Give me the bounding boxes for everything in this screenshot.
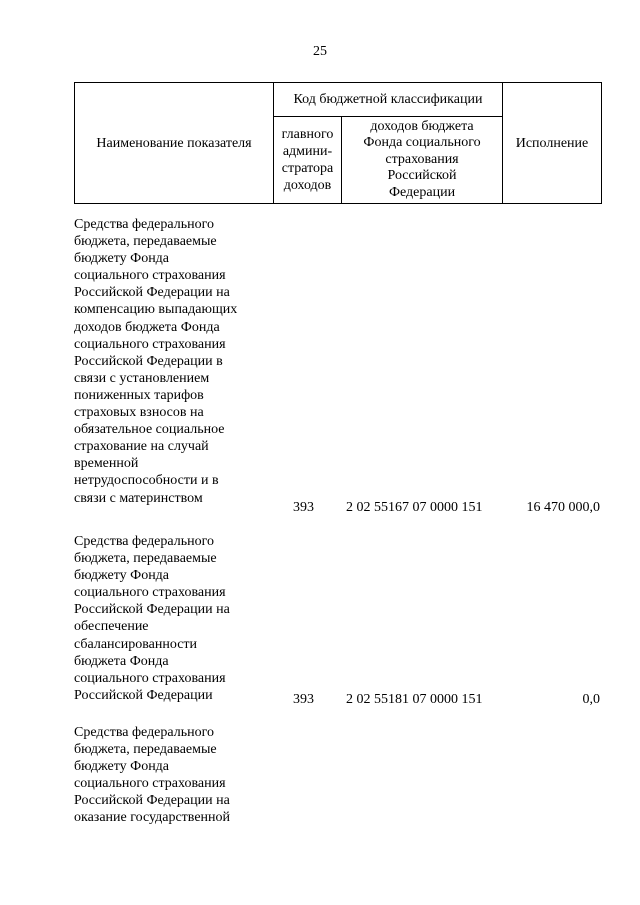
page-number: 25 — [313, 44, 327, 59]
table-row-name: Средства федерального бюджета, передаваемые бюджету Фонда социального страхования Российской Федерации на оказание государственной — [74, 725, 231, 826]
table-row-admin-code: 393 — [293, 692, 314, 707]
table-row-name: Средства федерального бюджета, передаваемые бюджету Фонда социального страхования Российской Федерации на обеспечение сбалансированности бюджета Фонда социального страхования Российской Федерации — [74, 534, 230, 703]
table-row-execution: 16 470 000,0 — [526, 500, 600, 515]
table-row-income-code: 2 02 55167 07 0000 151 — [346, 500, 483, 515]
header-fund-income: доходов бюджета Фонда социального страхования Российской Федерации — [363, 118, 481, 200]
header-budget-code-group: Код бюджетной классификации — [293, 92, 483, 107]
header-execution: Исполнение — [515, 135, 589, 151]
table-row-income-code: 2 02 55181 07 0000 151 — [346, 692, 483, 707]
table-row-execution: 0,0 — [582, 692, 600, 707]
header-chief-admin: главного админи- стратора доходов — [281, 127, 334, 193]
header-indicator-name: Наименование показателя — [96, 135, 252, 151]
table-row-name: Средства федерального бюджета, передаваемые бюджету Фонда социального страхования Российской Федерации на компенсацию выпадающих доходов бюджета Фонда социального страхования Российской Федерации в связи с установлением пониженных тарифов страховых взносов на обязательное социальное страхование на случай временной нетрудоспособности и в связи с материнством — [74, 217, 238, 506]
table-row-admin-code: 393 — [293, 500, 314, 515]
